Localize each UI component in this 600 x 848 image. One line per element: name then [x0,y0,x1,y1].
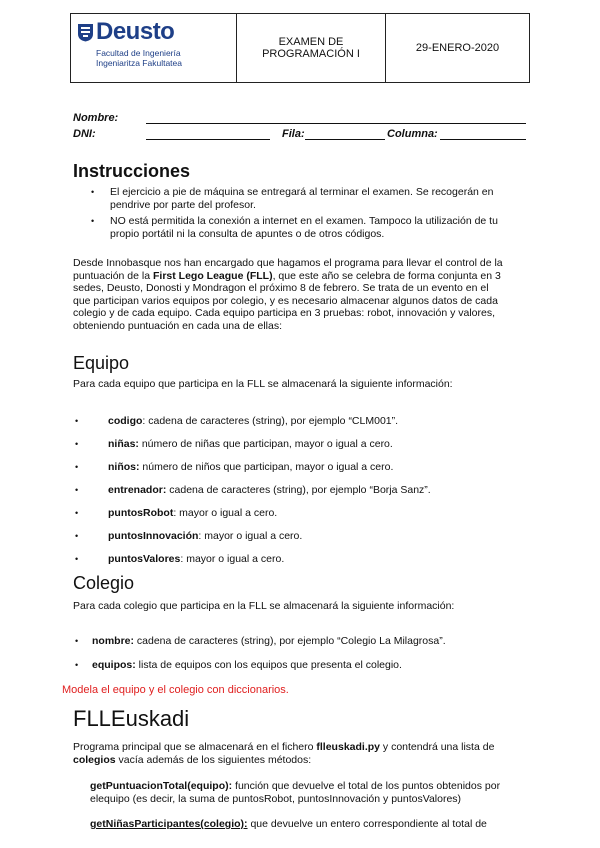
columna-label: Columna: [387,128,438,140]
dni-label: DNI: [73,128,96,140]
bullet-icon: • [75,439,79,449]
bullet-icon: • [75,636,79,646]
equipo-heading: Equipo [73,353,130,373]
nombre-field[interactable] [146,123,526,124]
colegio-item: nombre: cadena de caracteres (string), por ejemplo “Colegio La Milagrosa”. [92,635,446,647]
columna-field[interactable] [440,139,526,140]
bullet-icon: • [75,508,79,518]
equipo-item: puntosInnovación: mayor o igual a cero. [108,530,303,542]
equipo-item: entrenador: cadena de caracteres (string), por ejemplo “Borja Sanz”. [108,484,431,496]
equipo-item: codigo: cadena de caracteres (string), por ejemplo “CLM001”. [108,415,399,427]
colegio-lead: Para cada colegio que participa en la FLL se almacenará la siguiente información: [73,600,455,612]
intro-paragraph: Desde Innobasque nos han encargado que hagamos el programa para llevar el control de la puntuación de la First Lego League (FLL), que este año se celebra de forma conjunta en 3 sedes, Deusto, Donosti y Mondragon el próximo 8 de febrero. Se trata de un evento en el que participan varios equipos por colegio, y es necesario almacenar algunos datos de cada colegio y de cada equipo. Cada equipo participa en 3 pruebas: robot, innovación y valores, obteniendo puntuación en cada una de ellas: [73,257,503,332]
logo-cell [71,14,237,82]
fll-intro: Programa principal que se almacenará en el fichero flleuskadi.py y contendrá una lista de colegios vacía además de los siguientes métodos: [73,741,495,766]
instrucciones-heading: Instrucciones [73,161,191,181]
fila-field[interactable] [305,139,385,140]
equipo-item: puntosValores: mayor o igual a cero. [108,553,285,565]
equipo-item: niños: número de niños que participan, mayor o igual a cero. [108,461,394,473]
equipo-item: puntosRobot: mayor o igual a cero. [108,507,278,519]
bullet-icon: • [91,216,95,226]
instruccion-2: NO está permitida la conexión a internet en el examen. Tampoco la utilización de tu propio portátil ni la consulta de apuntes o de otros códigos. [110,215,498,240]
logo-name: Deusto [96,18,175,45]
fll-heading: FLLEuskadi [73,706,190,731]
colegio-item: equipos: lista de equipos con los equipos que presenta el colegio. [92,659,402,671]
colegio-heading: Colegio [73,573,135,593]
exam-date: 29-ENERO-2020 [415,42,500,54]
bullet-icon: • [75,416,79,426]
equipo-lead: Para cada equipo que participa en la FLL se almacenará la siguiente información: [73,378,453,390]
bullet-icon: • [75,485,79,495]
exam-title: EXAMEN DE PROGRAMACIÓN I [237,14,386,82]
method-getninasparticipantes: getNiñasParticipantes(colegio): que devuelve un entero correspondiente al total de [90,818,487,830]
nombre-label: Nombre: [73,112,119,124]
equipo-item: niñas: número de niñas que participan, mayor o igual a cero. [108,438,393,450]
bullet-icon: • [75,660,79,670]
fila-label: Fila: [282,128,305,140]
bullet-icon: • [91,187,95,197]
logo-subtitle: Facultad de Ingeniería Ingeniaritza Fakultatea [96,48,182,68]
exam-header [70,13,530,83]
instruccion-1: El ejercicio a pie de máquina se entregará al terminar el examen. Se recogerán en pendrive por parte del profesor. [110,186,494,211]
bullet-icon: • [75,531,79,541]
bullet-icon: • [75,554,79,564]
modela-note: Modela el equipo y el colegio con diccionarios. [62,684,289,696]
method-getpuntuaciontotal: getPuntuacionTotal(equipo): función que devuelve el total de los puntos obtenidos por elequipo (es decir, la suma de puntosRobot, puntosInnovación y puntosValores) [90,780,501,805]
dni-field[interactable] [146,139,270,140]
deusto-shield-icon [77,23,94,42]
bullet-icon: • [75,462,79,472]
